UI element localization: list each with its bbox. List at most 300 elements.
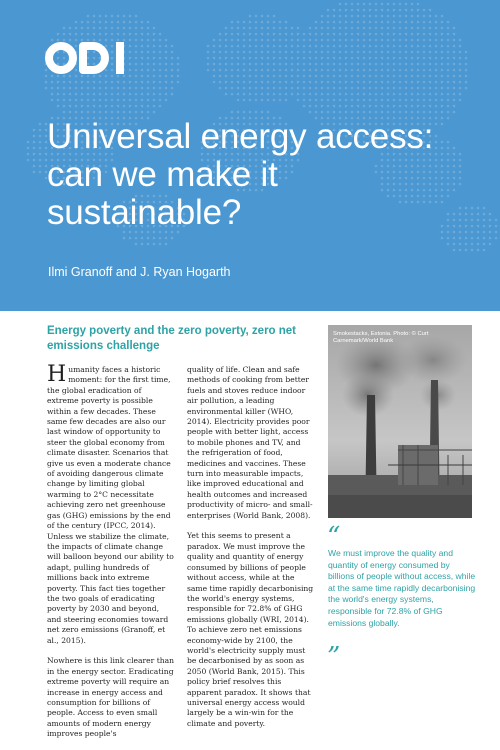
map-dot — [291, 81, 294, 84]
map-dot — [117, 21, 120, 24]
map-dot — [237, 33, 240, 36]
map-dot — [153, 105, 156, 108]
map-dot — [465, 57, 468, 60]
map-dot — [255, 21, 258, 24]
map-dot — [339, 63, 342, 66]
map-dot — [345, 93, 348, 96]
close-quote-mark: ” — [327, 642, 341, 672]
map-dot — [135, 15, 138, 18]
map-dot — [207, 57, 210, 60]
map-dot — [315, 33, 318, 36]
map-dot — [141, 111, 144, 114]
map-dot — [375, 63, 378, 66]
map-dot — [363, 75, 366, 78]
map-dot — [141, 87, 144, 90]
map-dot — [111, 105, 114, 108]
map-dot — [465, 87, 468, 90]
map-dot — [471, 237, 474, 240]
map-dot — [315, 93, 318, 96]
map-dot — [315, 39, 318, 42]
map-dot — [297, 69, 300, 72]
map-dot — [27, 147, 30, 150]
map-dot — [135, 69, 138, 72]
map-dot — [369, 93, 372, 96]
map-dot — [429, 93, 432, 96]
map-dot — [153, 81, 156, 84]
map-dot — [273, 63, 276, 66]
map-dot — [435, 105, 438, 108]
map-dot — [303, 99, 306, 102]
map-dot — [111, 15, 114, 18]
map-dot — [285, 99, 288, 102]
map-dot — [135, 111, 138, 114]
map-dot — [417, 9, 420, 12]
map-dot — [243, 57, 246, 60]
map-dot — [45, 75, 48, 78]
map-dot — [231, 27, 234, 30]
map-dot — [255, 33, 258, 36]
map-dot — [411, 15, 414, 18]
map-dot — [141, 51, 144, 54]
map-dot — [81, 99, 84, 102]
map-dot — [291, 39, 294, 42]
map-dot — [159, 33, 162, 36]
map-dot — [351, 93, 354, 96]
map-dot — [393, 87, 396, 90]
map-dot — [129, 93, 132, 96]
map-dot — [135, 87, 138, 90]
map-dot — [465, 81, 468, 84]
map-dot — [483, 207, 486, 210]
map-dot — [261, 45, 264, 48]
map-dot — [249, 81, 252, 84]
map-dot — [321, 63, 324, 66]
map-dot — [345, 21, 348, 24]
map-dot — [447, 27, 450, 30]
map-dot — [231, 81, 234, 84]
map-dot — [399, 75, 402, 78]
map-dot — [381, 51, 384, 54]
map-dot — [273, 39, 276, 42]
map-dot — [417, 39, 420, 42]
map-dot — [447, 87, 450, 90]
map-dot — [309, 69, 312, 72]
map-dot — [279, 21, 282, 24]
map-dot — [429, 27, 432, 30]
body-paragraph: Yet this seems to present a paradox. We must improve the quality and quantity of energy consumed by billions of people without access, while at the same time rapidly decarbonising the world's energy systems, responsible for 72.8% of GHG emissions globally (WRI, 2014). To achieve zero net emissions economy-wide by 2100, the world's electricity supply must be decarbonised by as soon as 2050 (World Bank, 2015). This policy brief resolves this apparent paradox. It shows that universal energy access would largely be a win-win for the climate and poverty. — [187, 531, 314, 728]
map-dot — [471, 213, 474, 216]
map-dot — [111, 33, 114, 36]
map-dot — [351, 9, 354, 12]
map-dot — [345, 69, 348, 72]
map-dot — [171, 69, 174, 72]
map-dot — [435, 81, 438, 84]
map-dot — [237, 45, 240, 48]
map-dot — [315, 81, 318, 84]
map-dot — [63, 111, 66, 114]
map-dot — [399, 51, 402, 54]
map-dot — [381, 57, 384, 60]
map-dot — [387, 69, 390, 72]
map-dot — [165, 237, 168, 240]
map-dot — [75, 75, 78, 78]
map-dot — [171, 51, 174, 54]
map-dot — [243, 33, 246, 36]
map-dot — [153, 237, 156, 240]
map-dot — [327, 69, 330, 72]
map-dot — [27, 153, 30, 156]
map-dot — [459, 39, 462, 42]
map-dot — [87, 111, 90, 114]
map-dot — [411, 81, 414, 84]
map-dot — [351, 87, 354, 90]
map-dot — [111, 21, 114, 24]
map-dot — [333, 99, 336, 102]
map-dot — [63, 93, 66, 96]
map-dot — [237, 81, 240, 84]
map-dot — [135, 105, 138, 108]
map-dot — [375, 27, 378, 30]
map-dot — [273, 69, 276, 72]
map-dot — [93, 105, 96, 108]
map-dot — [339, 51, 342, 54]
map-dot — [99, 75, 102, 78]
map-dot — [309, 93, 312, 96]
map-dot — [405, 21, 408, 24]
map-dot — [303, 33, 306, 36]
map-dot — [333, 111, 336, 114]
map-dot — [411, 99, 414, 102]
map-dot — [123, 75, 126, 78]
map-dot — [153, 39, 156, 42]
map-dot — [129, 27, 132, 30]
map-dot — [447, 69, 450, 72]
map-dot — [123, 27, 126, 30]
map-dot — [459, 75, 462, 78]
map-dot — [243, 93, 246, 96]
map-dot — [339, 33, 342, 36]
map-dot — [453, 27, 456, 30]
map-dot — [327, 51, 330, 54]
map-dot — [423, 21, 426, 24]
pull-quote: We must improve the quality and quantity of energy consumed by billions of people without access, while at the same time rapidly decarbonising the world's energy systems, responsible for 72.8% of GHG emissions globally. — [328, 548, 476, 628]
map-dot — [303, 87, 306, 90]
map-dot — [441, 63, 444, 66]
map-dot — [447, 99, 450, 102]
map-dot — [255, 39, 258, 42]
map-dot — [267, 33, 270, 36]
map-dot — [411, 33, 414, 36]
cover-header — [0, 0, 500, 311]
map-dot — [117, 27, 120, 30]
map-dot — [417, 81, 420, 84]
map-dot — [429, 111, 432, 114]
map-dot — [447, 237, 450, 240]
map-dot — [177, 63, 180, 66]
map-dot — [165, 39, 168, 42]
map-dot — [387, 99, 390, 102]
map-dot — [309, 81, 312, 84]
map-dot — [279, 33, 282, 36]
map-dot — [423, 69, 426, 72]
map-dot — [171, 237, 174, 240]
map-dot — [261, 87, 264, 90]
map-dot — [327, 87, 330, 90]
map-dot — [159, 93, 162, 96]
map-dot — [375, 33, 378, 36]
map-dot — [459, 45, 462, 48]
map-dot — [243, 21, 246, 24]
map-dot — [219, 51, 222, 54]
map-dot — [243, 75, 246, 78]
map-dot — [237, 39, 240, 42]
map-dot — [435, 27, 438, 30]
map-dot — [291, 69, 294, 72]
map-dot — [279, 27, 282, 30]
map-dot — [357, 93, 360, 96]
map-dot — [321, 75, 324, 78]
map-dot — [441, 21, 444, 24]
map-dot — [147, 87, 150, 90]
map-dot — [363, 57, 366, 60]
map-dot — [447, 105, 450, 108]
map-dot — [261, 99, 264, 102]
map-dot — [369, 99, 372, 102]
map-dot — [51, 75, 54, 78]
map-dot — [423, 45, 426, 48]
map-dot — [411, 45, 414, 48]
map-dot — [327, 39, 330, 42]
map-dot — [273, 99, 276, 102]
map-dot — [381, 105, 384, 108]
map-dot — [309, 111, 312, 114]
odi-logo — [45, 41, 129, 75]
map-dot — [375, 99, 378, 102]
map-dot — [129, 45, 132, 48]
map-dot — [279, 57, 282, 60]
map-dot — [267, 15, 270, 18]
map-dot — [315, 111, 318, 114]
map-dot — [351, 27, 354, 30]
map-dot — [249, 45, 252, 48]
map-dot — [129, 57, 132, 60]
map-dot — [351, 75, 354, 78]
map-dot — [279, 63, 282, 66]
map-dot — [321, 39, 324, 42]
map-dot — [99, 111, 102, 114]
map-dot — [387, 93, 390, 96]
map-dot — [261, 15, 264, 18]
map-dot — [447, 93, 450, 96]
map-dot — [363, 69, 366, 72]
map-dot — [459, 249, 462, 252]
map-dot — [351, 3, 354, 6]
map-dot — [165, 63, 168, 66]
map-dot — [441, 237, 444, 240]
map-dot — [267, 111, 270, 114]
map-dot — [213, 39, 216, 42]
map-dot — [489, 237, 492, 240]
map-dot — [411, 51, 414, 54]
map-dot — [225, 51, 228, 54]
map-dot — [249, 69, 252, 72]
map-dot — [405, 105, 408, 108]
map-dot — [63, 87, 66, 90]
map-dot — [249, 33, 252, 36]
map-dot — [489, 213, 492, 216]
map-dot — [111, 93, 114, 96]
map-dot — [471, 243, 474, 246]
map-dot — [225, 93, 228, 96]
map-dot — [483, 213, 486, 216]
map-dot — [339, 39, 342, 42]
map-dot — [447, 111, 450, 114]
map-dot — [129, 69, 132, 72]
map-dot — [471, 225, 474, 228]
map-dot — [261, 57, 264, 60]
map-dot — [333, 39, 336, 42]
map-dot — [483, 225, 486, 228]
map-dot — [315, 57, 318, 60]
map-dot — [399, 111, 402, 114]
map-dot — [141, 57, 144, 60]
map-dot — [459, 57, 462, 60]
map-dot — [399, 81, 402, 84]
map-dot — [393, 45, 396, 48]
map-dot — [411, 21, 414, 24]
map-dot — [357, 105, 360, 108]
map-dot — [405, 93, 408, 96]
map-dot — [417, 111, 420, 114]
map-dot — [333, 51, 336, 54]
map-dot — [435, 75, 438, 78]
map-dot — [393, 63, 396, 66]
map-dot — [405, 39, 408, 42]
map-dot — [393, 69, 396, 72]
map-dot — [333, 93, 336, 96]
map-dot — [309, 39, 312, 42]
map-dot — [453, 249, 456, 252]
map-dot — [447, 57, 450, 60]
map-dot — [75, 87, 78, 90]
map-dot — [63, 105, 66, 108]
map-dot — [369, 51, 372, 54]
map-dot — [399, 39, 402, 42]
map-dot — [363, 99, 366, 102]
map-dot — [225, 75, 228, 78]
map-dot — [315, 21, 318, 24]
map-dot — [105, 21, 108, 24]
map-dot — [297, 75, 300, 78]
map-dot — [57, 99, 60, 102]
map-dot — [231, 51, 234, 54]
map-dot — [435, 15, 438, 18]
map-dot — [129, 51, 132, 54]
map-dot — [339, 9, 342, 12]
map-dot — [357, 9, 360, 12]
map-dot — [363, 39, 366, 42]
map-dot — [225, 63, 228, 66]
map-dot — [129, 111, 132, 114]
map-dot — [81, 81, 84, 84]
map-dot — [297, 45, 300, 48]
map-dot — [327, 93, 330, 96]
map-dot — [381, 69, 384, 72]
map-dot — [159, 81, 162, 84]
map-dot — [417, 87, 420, 90]
map-dot — [381, 3, 384, 6]
map-dot — [369, 45, 372, 48]
map-dot — [285, 21, 288, 24]
map-dot — [321, 21, 324, 24]
map-dot — [381, 81, 384, 84]
map-dot — [159, 69, 162, 72]
map-dot — [99, 21, 102, 24]
map-dot — [405, 57, 408, 60]
map-dot — [123, 87, 126, 90]
map-dot — [219, 63, 222, 66]
map-dot — [453, 69, 456, 72]
map-dot — [375, 105, 378, 108]
map-dot — [105, 87, 108, 90]
map-dot — [405, 3, 408, 6]
map-dot — [165, 75, 168, 78]
map-dot — [393, 75, 396, 78]
map-dot — [249, 21, 252, 24]
map-dot — [159, 237, 162, 240]
map-dot — [363, 45, 366, 48]
map-dot — [453, 63, 456, 66]
map-dot — [213, 81, 216, 84]
map-dot — [375, 93, 378, 96]
map-dot — [39, 165, 42, 168]
map-dot — [237, 87, 240, 90]
map-dot — [375, 75, 378, 78]
map-dot — [363, 27, 366, 30]
map-dot — [177, 81, 180, 84]
map-dot — [117, 105, 120, 108]
map-dot — [381, 9, 384, 12]
map-dot — [99, 93, 102, 96]
map-dot — [387, 105, 390, 108]
map-dot — [141, 27, 144, 30]
map-dot — [321, 45, 324, 48]
map-dot — [369, 27, 372, 30]
map-dot — [399, 3, 402, 6]
map-dot — [225, 33, 228, 36]
map-dot — [117, 75, 120, 78]
map-dot — [243, 99, 246, 102]
map-dot — [321, 99, 324, 102]
map-dot — [459, 69, 462, 72]
map-dot — [279, 45, 282, 48]
map-dot — [345, 57, 348, 60]
map-dot — [81, 27, 84, 30]
map-dot — [411, 39, 414, 42]
map-dot — [93, 93, 96, 96]
map-dot — [207, 51, 210, 54]
map-dot — [357, 39, 360, 42]
map-dot — [39, 171, 42, 174]
map-dot — [255, 69, 258, 72]
map-dot — [303, 69, 306, 72]
map-dot — [147, 243, 150, 246]
map-dot — [309, 57, 312, 60]
map-dot — [369, 63, 372, 66]
map-dot — [375, 9, 378, 12]
map-dot — [159, 99, 162, 102]
map-dot — [369, 81, 372, 84]
